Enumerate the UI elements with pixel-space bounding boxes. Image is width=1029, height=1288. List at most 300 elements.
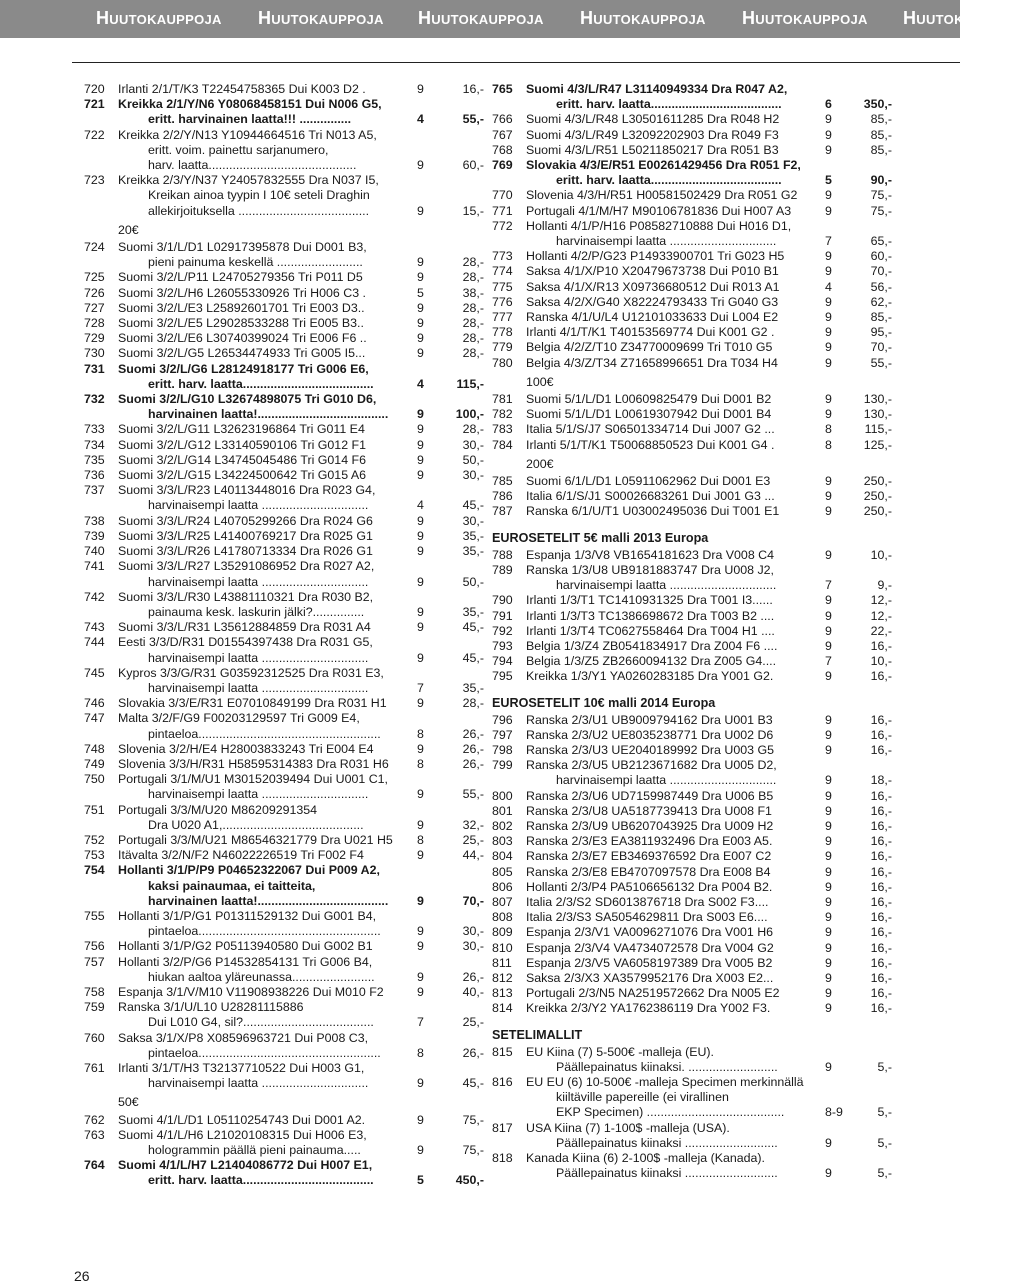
lot-number: 723 (84, 173, 105, 188)
lot-description-line: eritt. harv. laatta...................................... (556, 173, 782, 188)
lot-number: 777 (492, 310, 513, 325)
lot-description-line: Saksa 4/2/X/G40 X82224793433 Tri G040 G3 (526, 294, 779, 309)
lot-number: 779 (492, 340, 513, 355)
lot-entry (84, 696, 484, 711)
lot-entry (84, 316, 484, 331)
lot-entry (492, 489, 892, 504)
header-brand: Huutokauppoja (258, 8, 384, 28)
condition-grade: 9 (825, 310, 832, 325)
page-number: 26 (74, 1268, 90, 1284)
lot-entry (492, 82, 892, 112)
lot-entry (492, 849, 892, 864)
condition-grade: 9 (417, 848, 424, 863)
lot-description-line: harv. laatta........................................... (148, 158, 357, 173)
lot-entry (84, 270, 484, 285)
starting-price: 62,- (870, 294, 892, 309)
lot-description-line: pintaeloa..................................................... (148, 726, 381, 741)
lot-number: 760 (84, 1030, 105, 1045)
lot-description-line: Hollanti 3/1/P/G2 P05113940580 Dui G002 B1 (118, 939, 373, 954)
condition-grade: 9 (825, 355, 832, 370)
starting-price: 16,- (870, 910, 892, 925)
lot-entry (492, 1121, 892, 1151)
lot-entry (84, 438, 484, 453)
starting-price: 35,- (462, 528, 484, 543)
lot-number: 804 (492, 849, 513, 864)
lot-entry (492, 834, 892, 849)
lot-entry (492, 474, 892, 489)
starting-price: 16,- (870, 955, 892, 970)
lot-description-line: eritt. harvinainen laatta!!! ............... (148, 112, 352, 127)
condition-grade: 9 (417, 468, 424, 483)
condition-grade: 9 (417, 437, 424, 452)
starting-price: 16,- (870, 712, 892, 727)
lot-entry (84, 468, 484, 483)
lot-number: 762 (84, 1112, 105, 1127)
starting-price: 10,- (870, 654, 892, 669)
condition-grade: 9 (825, 489, 832, 504)
lot-entry (84, 803, 484, 833)
lot-description-line: eritt. harv. laatta...................................... (148, 376, 374, 391)
lot-number: 805 (492, 864, 513, 879)
condition-grade: 9 (417, 270, 424, 285)
lot-description-line: Italia 2/3/S2 SD6013876718 Dra S002 F3.... (526, 894, 769, 909)
lot-description-line: Italia 5/1/S/J7 S06501334714 Dui J007 G2 ... (526, 422, 775, 437)
lot-number: 780 (492, 355, 513, 370)
starting-price: 28,- (462, 316, 484, 331)
lot-description-line: Suomi 3/2/L/G12 L33140590106 Tri G012 F1 (118, 437, 366, 452)
lot-description-line: Suomi 3/2/L/G11 L32623196864 Tri G011 E4 (118, 422, 365, 437)
condition-grade: 5 (825, 173, 832, 188)
condition-grade: 9 (417, 604, 424, 619)
lot-number: 798 (492, 742, 513, 757)
lot-description-line: Suomi 3/2/L/G6 L28124918177 Tri G006 E6, (118, 361, 369, 376)
lot-description-line: Belgia 4/2/Z/T10 Z34770009699 Tri T010 G5 (526, 340, 773, 355)
condition-grade: 7 (825, 578, 832, 593)
lot-number: 799 (492, 758, 513, 773)
condition-grade: 9 (825, 712, 832, 727)
lot-entry (492, 789, 892, 804)
starting-price: 16,- (870, 925, 892, 940)
lot-entry (492, 356, 892, 371)
starting-price: 250,- (863, 489, 892, 504)
condition-grade: 9 (417, 1143, 424, 1158)
lot-description-line: Ranska 4/1/U/L4 U12101033633 Dui L004 E2 (526, 310, 779, 325)
lot-number: 800 (492, 788, 513, 803)
lot-number: 747 (84, 711, 105, 726)
starting-price: 130,- (863, 407, 892, 422)
starting-price: 26,- (462, 726, 484, 741)
lot-number: 787 (492, 504, 513, 519)
lot-description-line: Ranska 2/3/U9 UB6207043925 Dra U009 H2 (526, 818, 774, 833)
lot-description-line: Kreikka 1/3/Y1 YA0260283185 Dra Y001 G2. (526, 669, 774, 684)
lot-number: 736 (84, 468, 105, 483)
lot-description-line: Irlanti 4/1/T/K1 T40153569774 Dui K001 G2 . (526, 325, 775, 340)
lot-description-line: 100€ (526, 374, 554, 389)
lot-description-line: kaksi painaumaa, ei taitteita, (148, 878, 316, 893)
lot-description-line: Eesti 3/3/D/R31 D01554397438 Dra R031 G5, (118, 635, 373, 650)
condition-grade: 9 (417, 255, 424, 270)
lot-description-line: Päällepainatus kiinaksi ........................... (556, 1135, 778, 1150)
lot-description-line: Ranska 2/3/U8 UA5187739413 Dra U008 F1 (526, 803, 772, 818)
lot-entry (84, 1031, 484, 1061)
lot-number: 783 (492, 422, 513, 437)
lot-description-line: Ranska 2/3/U1 UB9009794162 Dra U001 B3 (526, 712, 773, 727)
lot-number: 768 (492, 142, 513, 157)
lot-entry (492, 910, 892, 925)
starting-price: 70,- (870, 340, 892, 355)
starting-price: 56,- (870, 279, 892, 294)
lot-description-line: Saksa 2/3/X3 XA3579952176 Dra X003 E2... (526, 970, 774, 985)
lot-description-line: Slovakia 4/3/E/R51 E00261429456 Dra R051 F2, (526, 158, 801, 173)
lot-entry (84, 590, 484, 620)
lot-entry (492, 310, 892, 325)
condition-grade: 9 (417, 1112, 424, 1127)
lot-description-line: Suomi 4/3/L/R51 L50211850217 Dra R051 B3 (526, 142, 779, 157)
lot-entry (492, 804, 892, 819)
lot-entry (84, 833, 484, 848)
lot-number: 793 (492, 638, 513, 653)
lot-description-line: Suomi 3/3/L/R23 L40113448016 Dra R023 G4, (118, 483, 376, 498)
condition-grade: 9 (417, 452, 424, 467)
condition-grade: 9 (417, 787, 424, 802)
lot-number: 748 (84, 741, 105, 756)
lot-description-line: Suomi 3/3/L/R30 L43881110321 Dra R030 B2, (118, 589, 374, 604)
starting-price: 26,- (462, 756, 484, 771)
condition-grade: 9 (825, 127, 832, 142)
lot-entry (492, 1045, 892, 1075)
lot-description-line: Kreikka 2/2/Y/N13 Y10944664516 Tri N013 A5, (118, 127, 377, 142)
condition-grade: 9 (825, 593, 832, 608)
condition-grade: 9 (825, 547, 832, 562)
condition-grade: 9 (825, 638, 832, 653)
lot-entry (492, 971, 892, 986)
lot-description-line: Suomi 4/3/L/R48 L30501611285 Dra R048 H2 (526, 112, 780, 127)
condition-grade: 9 (825, 340, 832, 355)
lot-entry (84, 240, 484, 270)
lot-number: 791 (492, 608, 513, 623)
lot-description-line: Kreikka 2/3/Y/N37 Y24057832555 Dra N037 I5, (118, 173, 379, 188)
lot-description-line: Portugali 2/3/N5 NA2519572662 Dra N005 E2 (526, 986, 780, 1001)
lot-entry (492, 593, 892, 608)
lot-entry (492, 325, 892, 340)
condition-grade: 9 (825, 742, 832, 757)
starting-price: 115,- (456, 376, 484, 391)
starting-price: 28,- (462, 331, 484, 346)
lot-entry (84, 711, 484, 741)
lot-description-line: harvinaisempi laatta ............................... (148, 680, 369, 695)
lot-description-line: Slovakia 3/3/E/R31 E07010849199 Dra R031 H1 (118, 696, 387, 711)
starting-price: 16,- (870, 986, 892, 1001)
lot-entry (84, 331, 484, 346)
lot-description-line: Päällepainatus kiinaksi. .......................... (556, 1059, 778, 1074)
condition-grade: 9 (417, 741, 424, 756)
lot-number: 794 (492, 654, 513, 669)
lot-number: 763 (84, 1127, 105, 1142)
condition-grade: 9 (417, 346, 424, 361)
starting-price: 16,- (870, 727, 892, 742)
condition-grade: 9 (417, 82, 424, 96)
lot-entry (84, 173, 484, 219)
lot-description-line: harvinaisempi laatta ............................... (556, 234, 777, 249)
lot-number: 817 (492, 1120, 513, 1135)
lot-number: 732 (84, 392, 105, 407)
lot-entry (84, 483, 484, 513)
lot-description-line: Irlanti 3/1/T/H3 T32137710522 Dui H003 G1, (118, 1061, 365, 1075)
condition-grade: 9 (825, 788, 832, 803)
lot-entry (492, 112, 892, 127)
lot-entry (492, 1151, 892, 1181)
lot-description-line: Espanja 2/3/V4 VA4734072578 Dra V004 G2 (526, 940, 774, 955)
condition-grade: 9 (825, 970, 832, 985)
lot-description-line: harvinainen laatta!...................................... (148, 407, 389, 422)
lot-entry (492, 1001, 892, 1016)
starting-price: 16,- (870, 788, 892, 803)
lot-number: 725 (84, 270, 105, 285)
condition-grade: 9 (825, 608, 832, 623)
denomination-heading (84, 223, 484, 238)
condition-grade: 9 (825, 864, 832, 879)
lot-entry (84, 544, 484, 559)
lot-entry (492, 438, 892, 453)
lot-entry (492, 340, 892, 355)
starting-price: 16,- (462, 82, 484, 96)
lot-entry (84, 362, 484, 392)
starting-price: 75,- (870, 203, 892, 218)
lot-number: 751 (84, 802, 105, 817)
lot-number: 811 (492, 955, 512, 970)
condition-grade: 7 (825, 234, 832, 249)
condition-grade: 9 (825, 203, 832, 218)
condition-grade: 9 (825, 1135, 832, 1150)
lot-entry (84, 772, 484, 802)
condition-grade: 9 (417, 203, 424, 218)
starting-price: 12,- (870, 593, 892, 608)
lot-number: 724 (84, 240, 105, 255)
lot-number: 775 (492, 279, 513, 294)
condition-grade: 9 (417, 620, 424, 635)
lot-description-line: Suomi 5/1/L/D1 L00609825479 Dui D001 B2 (526, 392, 772, 407)
lot-entry (492, 609, 892, 624)
condition-grade: 8 (417, 756, 424, 771)
lot-description-line: harvinaisempi laatta ............................... (556, 773, 777, 788)
starting-price: 250,- (863, 474, 892, 489)
lot-number: 739 (84, 528, 105, 543)
condition-grade: 4 (825, 279, 832, 294)
lot-description-line: Kreikan ainoa tyypin I 10€ seteli Draghin (148, 188, 370, 203)
lot-number: 735 (84, 452, 105, 467)
condition-grade: 7 (417, 1015, 424, 1030)
condition-grade: 9 (825, 504, 832, 519)
starting-price: 450,- (455, 1173, 484, 1188)
lot-number: 803 (492, 834, 513, 849)
condition-grade: 5 (417, 285, 424, 300)
lot-number: 785 (492, 474, 513, 489)
starting-price: 26,- (462, 1045, 484, 1060)
lot-number: 764 (84, 1158, 105, 1173)
starting-price: 5,- (877, 1059, 892, 1074)
header-brand: Huutokauppoja (903, 8, 1029, 28)
lot-number: 742 (84, 589, 105, 604)
starting-price: 50,- (462, 452, 484, 467)
lot-entry (492, 880, 892, 895)
lot-entry (84, 985, 484, 1000)
lot-entry (492, 956, 892, 971)
lot-description-line: Hollanti 3/1/P/G1 P01311529132 Dui G001 B4, (118, 908, 377, 923)
starting-price: 250,- (863, 504, 892, 519)
starting-price: 26,- (462, 969, 484, 984)
lot-entry (84, 392, 484, 422)
lot-description-line: Saksa 4/1/X/P10 X20479673738 Dui P010 B1 (526, 264, 779, 279)
lot-number: 786 (492, 489, 513, 504)
starting-price: 55,- (462, 787, 484, 802)
lot-number: 765 (492, 82, 513, 96)
starting-price: 15,- (462, 203, 484, 218)
condition-grade: 9 (417, 1076, 424, 1091)
header-brand: Huutokauppoja (96, 8, 222, 28)
condition-grade: 9 (417, 331, 424, 346)
lot-entry (492, 1075, 892, 1121)
starting-price: 75,- (462, 1143, 484, 1158)
lot-description-line: Itävalta 3/2/N/F2 N46022226519 Tri F002 F4 (118, 848, 364, 863)
lot-entry (492, 624, 892, 639)
lot-entry (84, 529, 484, 544)
lot-description-line: Portugali 4/1/M/H7 M90106781836 Dui H007 A3 (526, 203, 792, 218)
lot-number: 792 (492, 623, 513, 638)
lot-number: 808 (492, 910, 513, 925)
lot-entry (492, 158, 892, 188)
lot-description-line: Kanada Kiina (6) 2-100$ -malleja (Kanada). (526, 1151, 766, 1165)
starting-price: 16,- (870, 864, 892, 879)
condition-grade: 9 (417, 316, 424, 331)
lot-number: 750 (84, 772, 105, 787)
condition-grade: 7 (417, 680, 424, 695)
lot-entry (492, 895, 892, 910)
condition-grade: 9 (417, 969, 424, 984)
lot-number: 761 (84, 1061, 105, 1075)
lot-description-line: Suomi 3/3/L/R26 L41780713334 Dra R026 G1 (118, 544, 373, 559)
condition-grade: 9 (417, 984, 424, 999)
lot-description-line: allekirjoituksella ...................................... (148, 203, 370, 218)
condition-grade: 9 (825, 294, 832, 309)
condition-grade: 9 (417, 300, 424, 315)
starting-price: 125,- (863, 437, 892, 452)
lot-number: 731 (84, 361, 105, 376)
lot-description-line: Hollanti 4/2/P/G23 P14933900701 Tri G023 H5 (526, 249, 785, 264)
header-rule (72, 62, 960, 63)
lot-description-line: Espanja 3/1/V/M10 V11908938226 Dui M010 F2 (118, 984, 384, 999)
lot-entry (492, 941, 892, 956)
lot-entry (84, 1128, 484, 1158)
lot-number: 814 (492, 1001, 513, 1016)
condition-grade: 9 (417, 696, 424, 711)
starting-price: 9,- (877, 578, 892, 593)
condition-grade: 9 (825, 803, 832, 818)
lot-number: 789 (492, 562, 513, 577)
lot-entry (84, 1158, 484, 1188)
condition-grade: 9 (825, 407, 832, 422)
denomination-heading (84, 1095, 484, 1110)
lot-description-line: Espanja 1/3/V8 VB1654181623 Dra V008 C4 (526, 547, 774, 562)
starting-price: 16,- (870, 894, 892, 909)
lot-number: 782 (492, 407, 513, 422)
lot-description-line: Malta 3/2/F/G9 F00203129597 Tri G009 E4, (118, 711, 360, 726)
condition-grade: 9 (417, 158, 424, 173)
lot-description-line: Suomi 5/1/L/D1 L00619307942 Dui D001 B4 (526, 407, 772, 422)
lot-description-line: Irlanti 5/1/T/K1 T50068850523 Dui K001 G4 . (526, 437, 775, 452)
condition-grade: 9 (825, 955, 832, 970)
starting-price: 115,- (864, 422, 892, 437)
lot-entry (84, 1061, 484, 1091)
condition-grade: 9 (825, 834, 832, 849)
lot-number: 738 (84, 513, 105, 528)
starting-price: 28,- (462, 300, 484, 315)
lot-number: 722 (84, 127, 105, 142)
starting-price: 30,- (462, 924, 484, 939)
lot-description-line: painauma kesk. laskurin jälki?............... (148, 604, 365, 619)
lot-description-line: Hollanti 3/2/P/G6 P14532854131 Tri G006 B4, (118, 954, 373, 969)
lot-description-line: eritt. voim. painettu sarjanumero, (148, 142, 329, 157)
lot-description-line: Hollanti 2/3/P4 PA5106656132 Dra P004 B2. (526, 879, 773, 894)
lot-entry (84, 666, 484, 696)
lot-description-line: Dui L010 G4, sil?...................................... (148, 1015, 374, 1030)
lot-entry (492, 986, 892, 1001)
condition-grade: 4 (417, 112, 424, 127)
lot-description-line: Saksa 4/1/X/R13 X09736680512 Dui R013 A1 (526, 279, 780, 294)
lot-number: 730 (84, 346, 105, 361)
starting-price: 28,- (462, 270, 484, 285)
lot-description-line: Ranska 1/3/U8 UB9181883747 Dra U008 J2, (526, 562, 774, 577)
lot-number: 771 (492, 203, 513, 218)
lot-number: 755 (84, 908, 105, 923)
lot-description-line: Portugali 3/1/M/U1 M30152039494 Dui U001 C1, (118, 772, 389, 787)
lot-number: 766 (492, 112, 513, 127)
lot-entry (492, 865, 892, 880)
starting-price: 100,- (455, 407, 484, 422)
lot-description-line: Suomi 4/3/L/R47 L31140949334 Dra R047 A2, (526, 82, 788, 96)
lot-entry (492, 143, 892, 158)
starting-price: 55,- (870, 355, 892, 370)
lot-number: 769 (492, 158, 513, 173)
condition-grade: 9 (417, 544, 424, 559)
starting-price: 28,- (462, 346, 484, 361)
starting-price: 95,- (870, 325, 892, 340)
starting-price: 30,- (462, 513, 484, 528)
section-heading: EUROSETELIT 10€ malli 2014 Europa (492, 695, 716, 710)
lot-description-line: USA Kiina (7) 1-100$ -malleja (USA). (526, 1120, 730, 1135)
lot-number: 734 (84, 437, 105, 452)
lot-entry (492, 264, 892, 279)
lot-entry (84, 909, 484, 939)
lot-entry (492, 669, 892, 684)
lot-number: 801 (492, 803, 513, 818)
lot-description-line: Ranska 2/3/E3 EA3811932496 Dra E003 A5. (526, 834, 773, 849)
lot-number: 752 (84, 832, 105, 847)
lot-number: 774 (492, 264, 513, 279)
starting-price: 5,- (877, 1166, 892, 1181)
lot-number: 818 (492, 1151, 513, 1165)
condition-grade: 9 (825, 940, 832, 955)
lot-number: 796 (492, 712, 513, 727)
lot-description-line: pintaeloa..................................................... (148, 924, 381, 939)
starting-price: 60,- (462, 158, 484, 173)
condition-grade: 9 (417, 924, 424, 939)
starting-price: 45,- (462, 620, 484, 635)
starting-price: 12,- (870, 608, 892, 623)
lot-entry (492, 249, 892, 264)
condition-grade: 9 (417, 574, 424, 589)
lot-number: 721 (84, 97, 105, 112)
lot-number: 728 (84, 316, 105, 331)
